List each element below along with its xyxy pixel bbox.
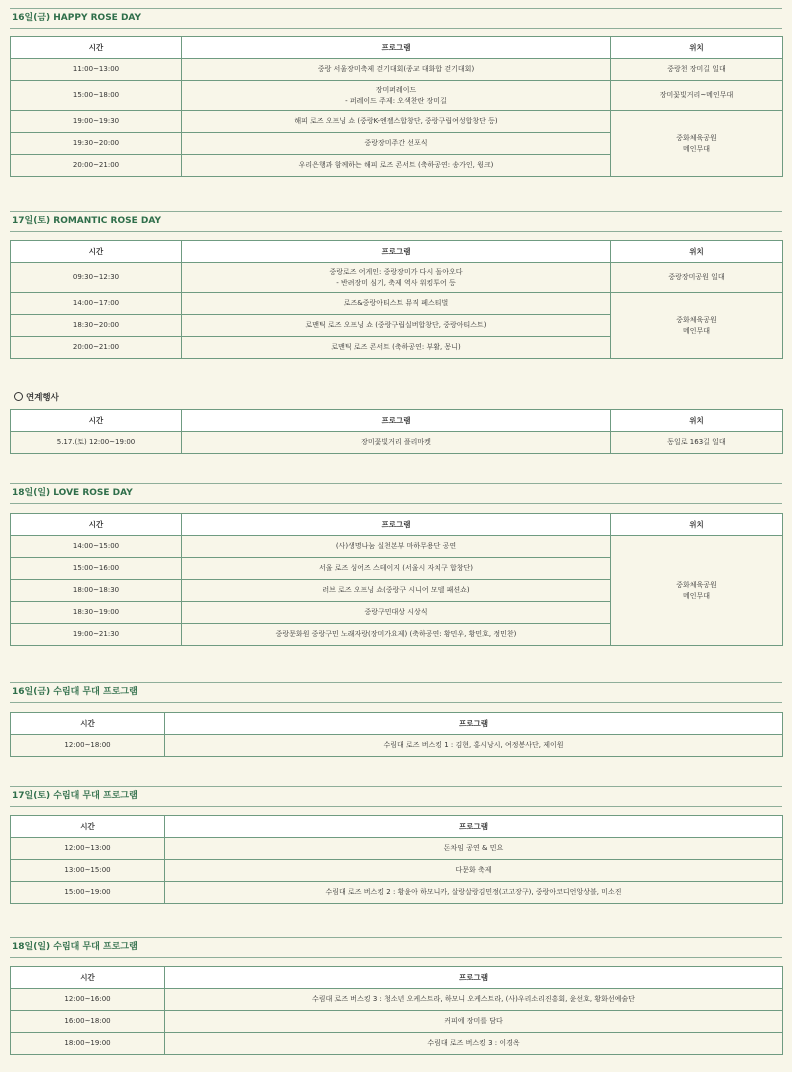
section-title-surimdae-day18: 18일(일) 수림대 무대 프로그램: [10, 937, 782, 958]
cell-program: (사)생명나눔 실천본부 마하무용단 공연: [182, 536, 611, 558]
cell-time: 16:00~18:00: [11, 1011, 165, 1033]
location-line: 중화체육공원: [676, 580, 717, 589]
cell-time: 14:00~17:00: [11, 293, 182, 315]
cell-time: 18:00~19:00: [11, 1033, 165, 1055]
linked-event-title: 연계행사: [26, 393, 59, 403]
cell-time: 13:00~15:00: [11, 860, 165, 882]
cell-time: 5.17.(토) 12:00~19:00: [11, 432, 182, 454]
section-title-surimdae-day16: 16일(금) 수림대 무대 프로그램: [10, 682, 782, 703]
header-program: 프로그램: [182, 514, 611, 536]
table-row: [11, 882, 783, 904]
header-program: 프로그램: [165, 967, 783, 989]
cell-time: 12:00~18:00: [11, 735, 165, 757]
cell-time: 20:00~21:00: [11, 337, 182, 359]
location-line: 중화체육공원: [676, 315, 717, 324]
header-program: 프로그램: [182, 241, 611, 263]
location-line: 중화체육공원: [676, 133, 717, 142]
location-line: 메인무대: [682, 144, 711, 153]
cell-time: 18:00~18:30: [11, 580, 182, 602]
table-row: [11, 989, 783, 1011]
header-location: 위치: [611, 514, 783, 536]
circle-bullet-icon: [14, 392, 23, 401]
cell-location-merged: [611, 111, 783, 177]
header-location: 위치: [611, 410, 783, 432]
cell-time: 15:00~16:00: [11, 558, 182, 580]
cell-program: 중랑 서울장미축제 걷기대회(종교 대화합 걷기대회): [182, 59, 611, 81]
cell-program: [182, 81, 611, 111]
cell-program: 로맨틱 로즈 콘서트 (축하공연: 부활, 몽니): [182, 337, 611, 359]
cell-time: 14:00~15:00: [11, 536, 182, 558]
cell-time: 19:30~20:00: [11, 133, 182, 155]
cell-program: 로맨틱 로즈 오프닝 쇼 (중랑구립실버합창단, 중랑아티스트): [182, 315, 611, 337]
header-program: 프로그램: [165, 816, 783, 838]
cell-program: 돈차임 공연 & 민요: [165, 838, 783, 860]
header-location: 위치: [611, 37, 783, 59]
cell-time: 12:00~13:00: [11, 838, 165, 860]
cell-program: 수림대 로즈 버스킹 3 : 청소년 오케스트라, 하모니 오케스트라, (사)우리소리진흥회, 윤선호, 황화선예술단: [165, 989, 783, 1011]
cell-location: 중랑장미공원 일대: [611, 263, 783, 293]
schedule-table-day18: [10, 513, 783, 646]
table-row: [11, 536, 783, 558]
table-row: [11, 860, 783, 882]
cell-time: 20:00~21:00: [11, 155, 182, 177]
table-row: [11, 735, 783, 757]
table-row: [11, 838, 783, 860]
cell-time: 15:00~19:00: [11, 882, 165, 904]
program-line: - 퍼레이드 주제: 오색찬란 장미길: [345, 96, 447, 105]
cell-time: 18:30~19:00: [11, 602, 182, 624]
cell-program: 중랑문화원 중랑구민 노래자랑(장미가요제) (축하공연: 황민우, 황민호, 정민찬): [182, 624, 611, 646]
location-line: 메인무대: [682, 326, 711, 335]
table-row: [11, 59, 783, 81]
cell-location-merged: [611, 536, 783, 646]
linked-event-heading: [14, 391, 59, 403]
cell-time: 18:30~20:00: [11, 315, 182, 337]
cell-time: 19:00~19:30: [11, 111, 182, 133]
cell-program: [182, 263, 611, 293]
cell-program: 서울 로즈 싱어즈 스테이지 (서울시 자치구 합창단): [182, 558, 611, 580]
header-time: 시간: [11, 816, 165, 838]
cell-program: 중랑구민대상 시상식: [182, 602, 611, 624]
cell-program: 다문화 축제: [165, 860, 783, 882]
section-title-day18: 18일(일) LOVE ROSE DAY: [10, 483, 782, 504]
header-program: 프로그램: [182, 410, 611, 432]
cell-time: 09:30~12:30: [11, 263, 182, 293]
header-time: 시간: [11, 713, 165, 735]
header-time: 시간: [11, 241, 182, 263]
cell-program: 장미꽃빛거리 플리마켓: [182, 432, 611, 454]
cell-program: 해피 로즈 오프닝 쇼 (중랑K-엔젤스합창단, 중랑구립여성합창단 등): [182, 111, 611, 133]
cell-program: 수림대 로즈 버스킹 2 : 황윤아 하모니카, 살랑살랑김민정(고고장구), 중랑아코디언앙상블, 미소진: [165, 882, 783, 904]
table-row: [11, 1011, 783, 1033]
location-line: 메인무대: [682, 591, 711, 600]
program-line: 장미퍼레이드: [375, 85, 417, 94]
cell-location: 중랑천 장미길 일대: [611, 59, 783, 81]
header-time: 시간: [11, 967, 165, 989]
cell-time: 11:00~13:00: [11, 59, 182, 81]
cell-program: 우리은행과 함께하는 해피 로즈 콘서트 (축하공연: 송가인, 윙크): [182, 155, 611, 177]
cell-location-merged: [611, 293, 783, 359]
cell-program: 수림대 로즈 버스킹 1 : 김현, 홍시낭시, 여정봉사단, 제이원: [165, 735, 783, 757]
cell-location: 장미꽃빛거리~메인무대: [611, 81, 783, 111]
table-row: [11, 293, 783, 315]
cell-time: 12:00~16:00: [11, 989, 165, 1011]
section-title-surimdae-day17: 17일(토) 수림대 무대 프로그램: [10, 786, 782, 807]
cell-time: 19:00~21:30: [11, 624, 182, 646]
schedule-table-surimdae-day17: [10, 815, 783, 904]
section-title-day17: 17일(토) ROMANTIC ROSE DAY: [10, 211, 782, 232]
program-line: 중랑로즈 어게인: 중랑장미가 다시 돌아오다: [329, 267, 463, 276]
header-program: 프로그램: [182, 37, 611, 59]
cell-program: 로즈&중랑아티스트 뮤직 페스티벌: [182, 293, 611, 315]
section-title-day16: 16일(금) HAPPY ROSE DAY: [10, 8, 782, 29]
program-line: - 반려장미 심기, 축제 역사 워킹투어 등: [336, 278, 456, 287]
header-program: 프로그램: [165, 713, 783, 735]
cell-program: 수림대 로즈 버스킹 3 : 이경옥: [165, 1033, 783, 1055]
schedule-table-surimdae-day16: [10, 712, 783, 757]
table-row: [11, 111, 783, 133]
schedule-table-day16: [10, 36, 783, 177]
header-location: 위치: [611, 241, 783, 263]
cell-program: 중랑장미주간 선포식: [182, 133, 611, 155]
cell-program: 커피에 장미를 담다: [165, 1011, 783, 1033]
table-row: [11, 1033, 783, 1055]
header-time: 시간: [11, 410, 182, 432]
cell-program: 러브 로즈 오프닝 쇼(중랑구 시니어 모델 패션쇼): [182, 580, 611, 602]
cell-location: 동일로 163길 일대: [611, 432, 783, 454]
schedule-table-linked: [10, 409, 783, 454]
schedule-table-surimdae-day18: [10, 966, 783, 1055]
table-row: [11, 432, 783, 454]
schedule-table-day17: [10, 240, 783, 359]
cell-time: 15:00~18:00: [11, 81, 182, 111]
table-row: [11, 81, 783, 111]
table-row: [11, 263, 783, 293]
header-time: 시간: [11, 514, 182, 536]
header-time: 시간: [11, 37, 182, 59]
